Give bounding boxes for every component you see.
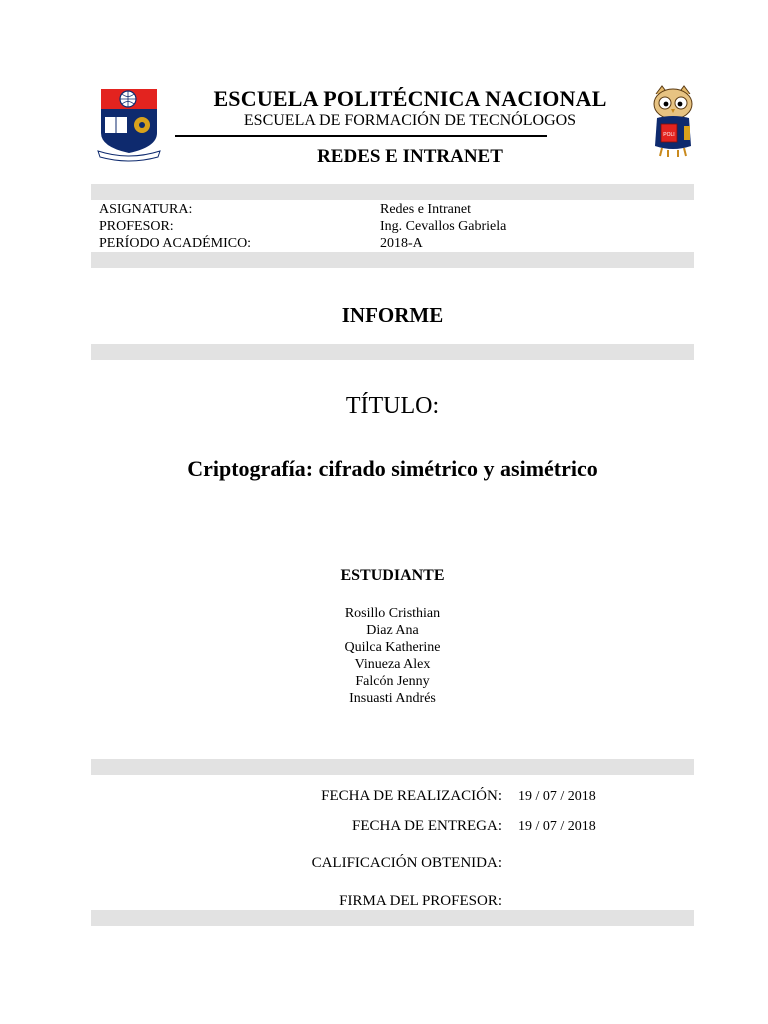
owl-book-label: POLI: [663, 132, 675, 138]
divider-band: [91, 184, 694, 200]
titulo-label: TÍTULO:: [345, 393, 440, 419]
student-name: Vinueza Alex: [354, 657, 431, 672]
fecha-realizacion-value: 19 / 07 / 2018: [518, 789, 596, 804]
informe-heading: INFORME: [341, 303, 444, 327]
owl-mascot-logo: [648, 84, 698, 160]
school-name: ESCUELA POLITÉCNICA NACIONAL: [213, 86, 607, 111]
fecha-realizacion-label: FECHA DE REALIZACIÓN:: [321, 788, 502, 804]
firma-label: FIRMA DEL PROFESOR:: [339, 893, 502, 909]
info-label-profesor: PROFESOR:: [99, 219, 174, 234]
header-rule: [175, 135, 547, 137]
report-title: Criptografía: cifrado simétrico y asimétrico: [187, 456, 598, 481]
info-value-profesor: Ing. Cevallos Gabriela: [380, 219, 507, 234]
calificacion-label: CALIFICACIÓN OBTENIDA:: [311, 855, 502, 871]
divider-band: [91, 344, 694, 360]
student-name: Insuasti Andrés: [349, 691, 436, 706]
students-heading: ESTUDIANTE: [340, 567, 445, 584]
epn-crest-logo: [96, 87, 162, 163]
school-subtitle: ESCUELA DE FORMACIÓN DE TECNÓLOGOS: [243, 112, 577, 129]
divider-band: [91, 759, 694, 775]
fecha-entrega-label: FECHA DE ENTREGA:: [352, 818, 502, 834]
student-name: Rosillo Cristhian: [344, 606, 441, 621]
fecha-entrega-value: 19 / 07 / 2018: [518, 819, 596, 834]
student-name: Quilca Katherine: [344, 640, 441, 655]
info-value-asignatura: Redes e Intranet: [380, 202, 471, 217]
info-value-periodo: 2018-A: [380, 236, 423, 251]
subject-heading: REDES E INTRANET: [317, 146, 503, 167]
info-label-periodo: PERÍODO ACADÉMICO:: [99, 236, 252, 251]
students-list: [0, 605, 768, 707]
divider-band: [91, 910, 694, 926]
divider-band: [91, 252, 694, 268]
owl-scroll: [684, 126, 690, 140]
student-name: Falcón Jenny: [355, 674, 430, 689]
student-name: Diaz Ana: [366, 623, 419, 638]
info-label-asignatura: ASIGNATURA:: [99, 202, 193, 217]
